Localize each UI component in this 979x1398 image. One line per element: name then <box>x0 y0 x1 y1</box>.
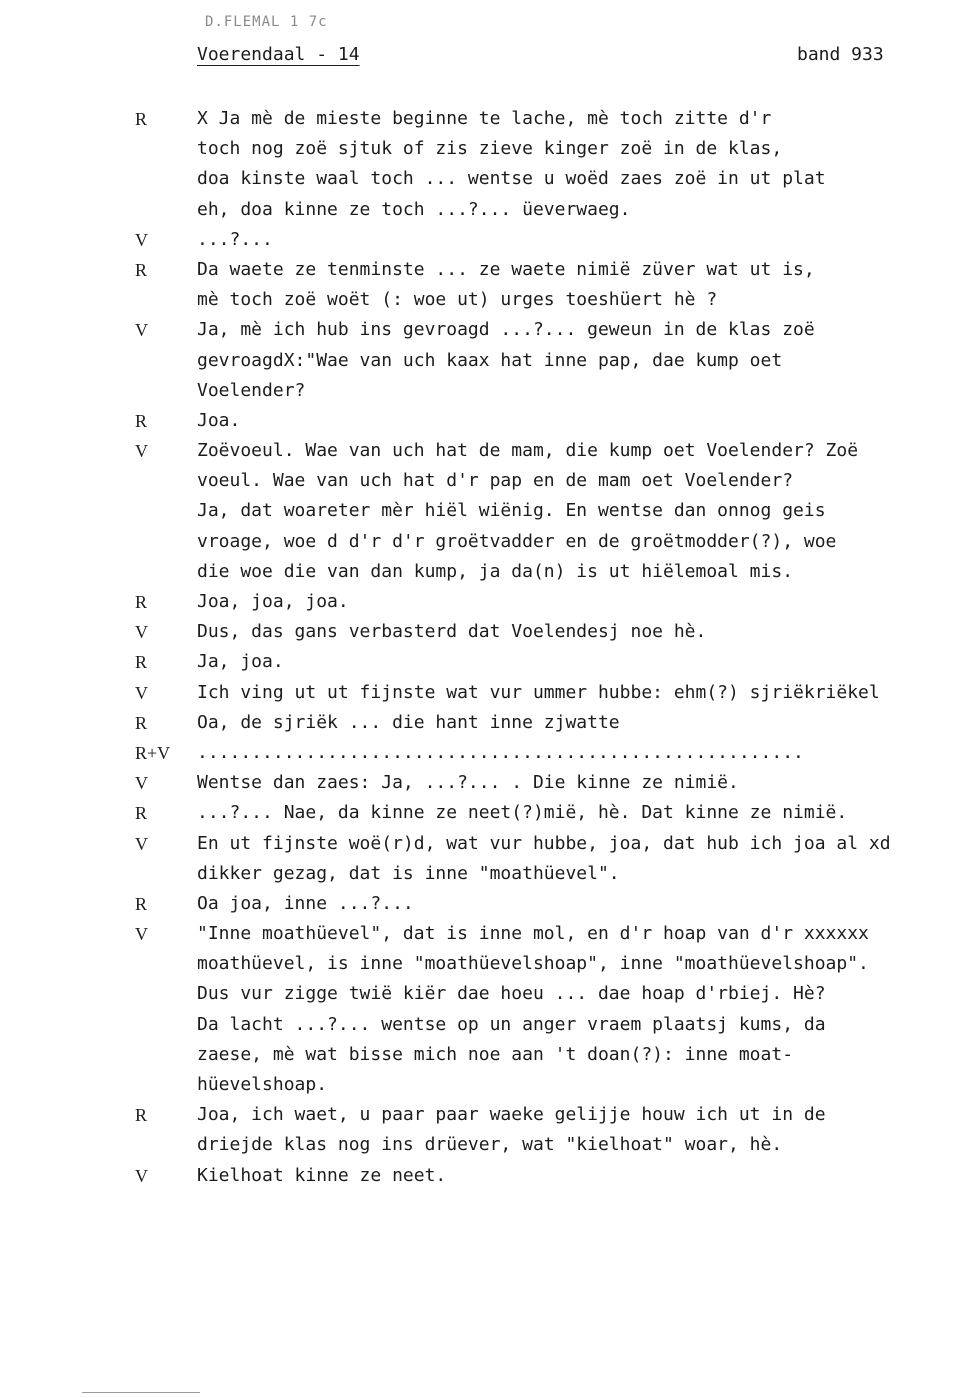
transcript-turn <box>0 104 979 225</box>
utterance-line: En ut fijnste woë(r)d, wat vur hubbe, joa, dat hub ich joa al xd <box>197 832 891 854</box>
transcript-turn <box>0 1161 979 1191</box>
transcript-turn <box>0 919 979 1100</box>
transcript-turn <box>0 1100 979 1160</box>
archive-stamp: D.FLEMAL 1 7c <box>205 14 328 30</box>
utterance-line: Ja, mè ich hub ins gevroagd ...?... geweun in de klas zoë <box>197 319 815 341</box>
utterance-line: ...?... <box>197 228 273 250</box>
utterance-line: eh, doa kinne ze toch ...?... üeverwaeg. <box>197 198 631 220</box>
utterance-line: Kielhoat kinne ze neet. <box>197 1164 447 1186</box>
utterance-line: voeul. Wae van uch hat d'r pap en de mam oet Voelender? <box>197 470 794 492</box>
utterance-line: Oa joa, inne ...?... <box>197 892 414 914</box>
utterance <box>197 708 979 738</box>
utterance <box>197 829 979 889</box>
utterance-line: hüevelshoap. <box>197 1074 328 1095</box>
utterance-line: toch nog zoë sjtuk of zis zieve kinger zoë in de klas, <box>197 138 783 160</box>
utterance-line: driejde klas nog ins drüever, wat "kielhoat" woar, hè. <box>197 1134 783 1156</box>
speaker-label: R <box>135 410 148 431</box>
transcript-turn <box>0 678 979 708</box>
utterance-line: doa kinste waal toch ... wentse u woëd zaes zoë in ut plat <box>197 168 826 190</box>
speaker-label: R <box>135 1105 148 1126</box>
utterance-line: Ja, joa. <box>197 651 284 673</box>
speaker-label: V <box>135 924 148 945</box>
transcript-turn <box>0 647 979 677</box>
utterance-line: "Inne moathüevel", dat is inne mol, en d'r hoap van d'r xxxxxx <box>197 923 869 945</box>
utterance-line: Oa, de sjriëk ... die hant inne zjwatte <box>197 711 620 733</box>
utterance-line: X Ja mè de mieste beginne te lache, mè toch zitte d'r <box>197 108 772 129</box>
tape-number: band 933 <box>797 44 884 65</box>
utterance-line: ...?... Nae, da kinne ze neet(?)mië, hè. Dat kinne ze nimië. <box>197 802 848 824</box>
utterance <box>197 919 979 1100</box>
transcript-turn <box>0 708 979 738</box>
speaker-label: V <box>135 229 148 250</box>
transcript-turn <box>0 798 979 828</box>
transcript-turn <box>0 829 979 889</box>
utterance <box>197 1161 979 1191</box>
utterance-line: Joa, ich waet, u paar paar waeke gelijje houw ich ut in de <box>197 1104 826 1126</box>
transcript-turn <box>0 406 979 436</box>
transcript-turn <box>0 617 979 647</box>
speaker-label: R <box>135 652 148 673</box>
speaker-label: V <box>135 1165 148 1186</box>
utterance-line: ........................................................ <box>197 741 804 763</box>
utterance-line: gevroagdX:"Wae van uch kaax hat inne pap, dae kump oet <box>197 349 783 371</box>
utterance <box>197 768 979 798</box>
speaker-label: V <box>135 320 148 341</box>
transcript-turn <box>0 255 979 315</box>
document-title: Voerendaal - 14 <box>197 44 360 65</box>
speaker-label: V <box>135 441 148 462</box>
utterance <box>197 406 979 436</box>
transcript-turn <box>0 436 979 587</box>
utterance <box>197 617 979 647</box>
utterance-line: Wentse dan zaes: Ja, ...?... . Die kinne ze nimië. <box>197 772 739 794</box>
utterance <box>197 647 979 677</box>
speaker-label: V <box>135 833 148 854</box>
utterance-line: Ja, dat woareter mèr hiël wiënig. En wentse dan onnog geis <box>197 500 826 522</box>
utterance-line: Joa, joa, joa. <box>197 591 349 612</box>
utterance <box>197 678 979 708</box>
utterance <box>197 104 979 225</box>
transcript <box>0 104 979 1191</box>
transcript-turn <box>0 738 979 768</box>
utterance-line: dikker gezag, dat is inne "moathüevel". <box>197 862 620 884</box>
speaker-label: R <box>135 893 148 914</box>
utterance <box>197 255 979 315</box>
utterance-line: Voelender? <box>197 379 306 401</box>
utterance-line: Ich ving ut ut fijnste wat vur ummer hubbe: ehm(?) sjriëkriëkel <box>197 681 880 703</box>
footer-rule <box>82 1392 200 1393</box>
transcript-turn <box>0 315 979 406</box>
speaker-label: V <box>135 773 148 794</box>
utterance-line: Dus, das gans verbasterd dat Voelendesj noe hè. <box>197 621 707 643</box>
utterance-line: vroage, woe d d'r d'r groëtvadder en de groëtmodder(?), woe <box>197 530 837 552</box>
utterance-line: zaese, mè wat bisse mich noe aan 't doan(?): inne moat- <box>197 1043 794 1065</box>
transcript-turn <box>0 587 979 617</box>
utterance-line: Joa. <box>197 409 241 431</box>
utterance <box>197 315 979 406</box>
utterance-line: Da lacht ...?... wentse op un anger vraem plaatsj kums, da <box>197 1013 826 1035</box>
utterance <box>197 587 979 617</box>
speaker-label: R <box>135 259 148 280</box>
speaker-label: R <box>135 109 148 129</box>
utterance-line: Zoëvoeul. Wae van uch hat de mam, die kump oet Voelender? Zoë <box>197 440 859 462</box>
utterance <box>197 738 979 768</box>
utterance-line: Da waete ze tenminste ... ze waete nimië züver wat ut is, <box>197 258 815 280</box>
speaker-label: R <box>135 592 148 612</box>
transcript-turn <box>0 889 979 919</box>
utterance <box>197 889 979 919</box>
transcript-turn <box>0 225 979 255</box>
utterance-line: mè toch zoë woët (: woe ut) urges toeshüert hè ? <box>197 289 718 311</box>
utterance <box>197 798 979 828</box>
utterance-line: die woe die van dan kump, ja da(n) is ut hiëlemoal mis. <box>197 560 794 582</box>
speaker-label: V <box>135 682 148 703</box>
speaker-label: R <box>135 712 148 733</box>
utterance-line: Dus vur zigge twië kiër dae hoeu ... dae hoap d'rbiej. Hè? <box>197 983 826 1005</box>
utterance <box>197 436 979 587</box>
speaker-label: R <box>135 803 148 824</box>
utterance <box>197 1100 979 1160</box>
speaker-label: R+V <box>135 742 171 763</box>
utterance-line: moathüevel, is inne "moathüevelshoap", inne "moathüevelshoap". <box>197 953 869 975</box>
transcript-turn <box>0 768 979 798</box>
utterance <box>197 225 979 255</box>
speaker-label: V <box>135 622 148 643</box>
